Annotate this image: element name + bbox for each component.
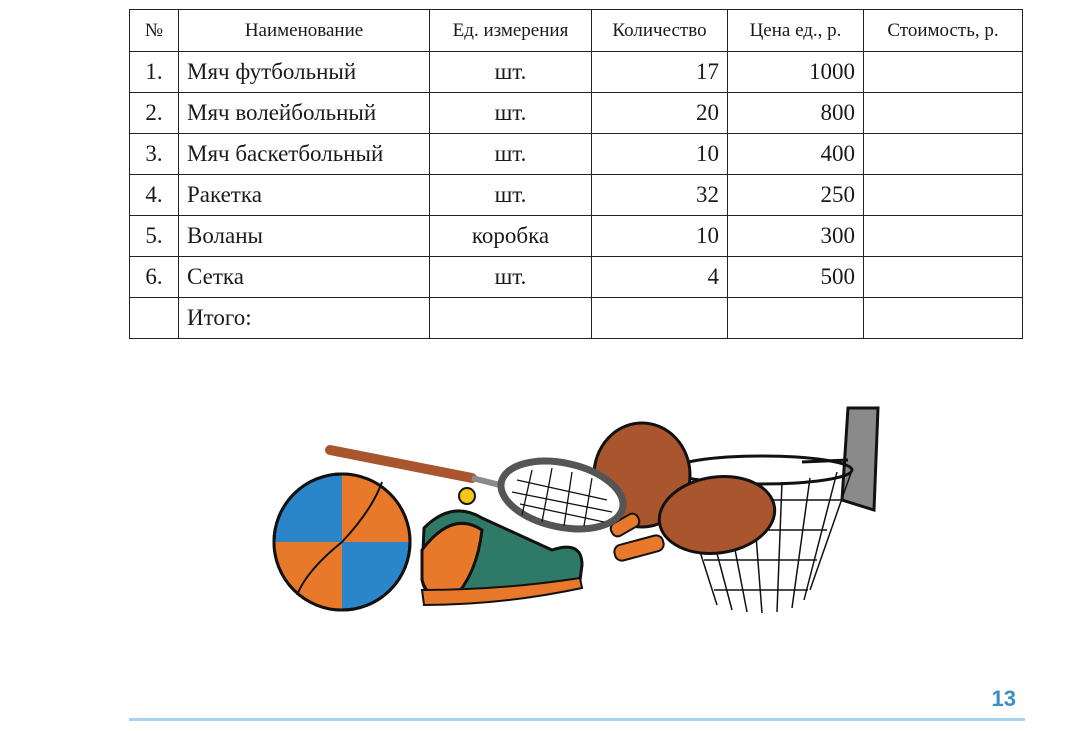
table-row	[130, 52, 1023, 93]
row-price: 500	[728, 257, 864, 298]
row-quantity: 32	[592, 175, 728, 216]
header-name: Наименование	[179, 10, 430, 52]
row-quantity: 20	[592, 93, 728, 134]
row-name: Мяч футбольный	[179, 52, 430, 93]
row-price: 400	[728, 134, 864, 175]
total-label: Итого:	[179, 298, 430, 339]
row-unit: шт.	[430, 52, 592, 93]
header-unit: Ед. измерения	[430, 10, 592, 52]
ball-icon	[274, 474, 410, 610]
row-price: 800	[728, 93, 864, 134]
header-row	[130, 10, 1023, 52]
header-number: №	[130, 10, 179, 52]
total-unit-cell	[430, 298, 592, 339]
row-name: Ракетка	[179, 175, 430, 216]
sports-equipment-illustration	[262, 400, 892, 625]
table-row	[130, 93, 1023, 134]
row-unit: шт.	[430, 93, 592, 134]
row-quantity: 10	[592, 134, 728, 175]
row-unit: шт.	[430, 175, 592, 216]
row-cost	[864, 52, 1023, 93]
total-quantity-cell	[592, 298, 728, 339]
total-cost-cell	[864, 298, 1023, 339]
row-cost	[864, 257, 1023, 298]
header-price: Цена ед., р.	[728, 10, 864, 52]
header-quantity: Количество	[592, 10, 728, 52]
row-unit: коробка	[430, 216, 592, 257]
total-number-cell	[130, 298, 179, 339]
row-name: Мяч баскетбольный	[179, 134, 430, 175]
table-row	[130, 134, 1023, 175]
row-number: 2.	[130, 93, 179, 134]
row-number: 5.	[130, 216, 179, 257]
row-cost	[864, 175, 1023, 216]
row-price: 1000	[728, 52, 864, 93]
row-name: Сетка	[179, 257, 430, 298]
table-row	[130, 257, 1023, 298]
total-row	[130, 298, 1023, 339]
row-cost	[864, 93, 1023, 134]
row-quantity: 4	[592, 257, 728, 298]
row-unit: шт.	[430, 257, 592, 298]
row-name: Воланы	[179, 216, 430, 257]
row-name: Мяч волейбольный	[179, 93, 430, 134]
table-row	[130, 216, 1023, 257]
row-cost	[864, 134, 1023, 175]
row-price: 250	[728, 175, 864, 216]
row-quantity: 17	[592, 52, 728, 93]
goods-table	[129, 9, 1023, 339]
row-number: 1.	[130, 52, 179, 93]
header-cost: Стоимость, р.	[864, 10, 1023, 52]
row-quantity: 10	[592, 216, 728, 257]
row-number: 6.	[130, 257, 179, 298]
page-number: 13	[991, 686, 1016, 711]
table-row	[130, 175, 1023, 216]
row-unit: шт.	[430, 134, 592, 175]
total-price-cell	[728, 298, 864, 339]
row-number: 4.	[130, 175, 179, 216]
row-cost	[864, 216, 1023, 257]
row-price: 300	[728, 216, 864, 257]
row-number: 3.	[130, 134, 179, 175]
page-divider	[129, 718, 1025, 721]
